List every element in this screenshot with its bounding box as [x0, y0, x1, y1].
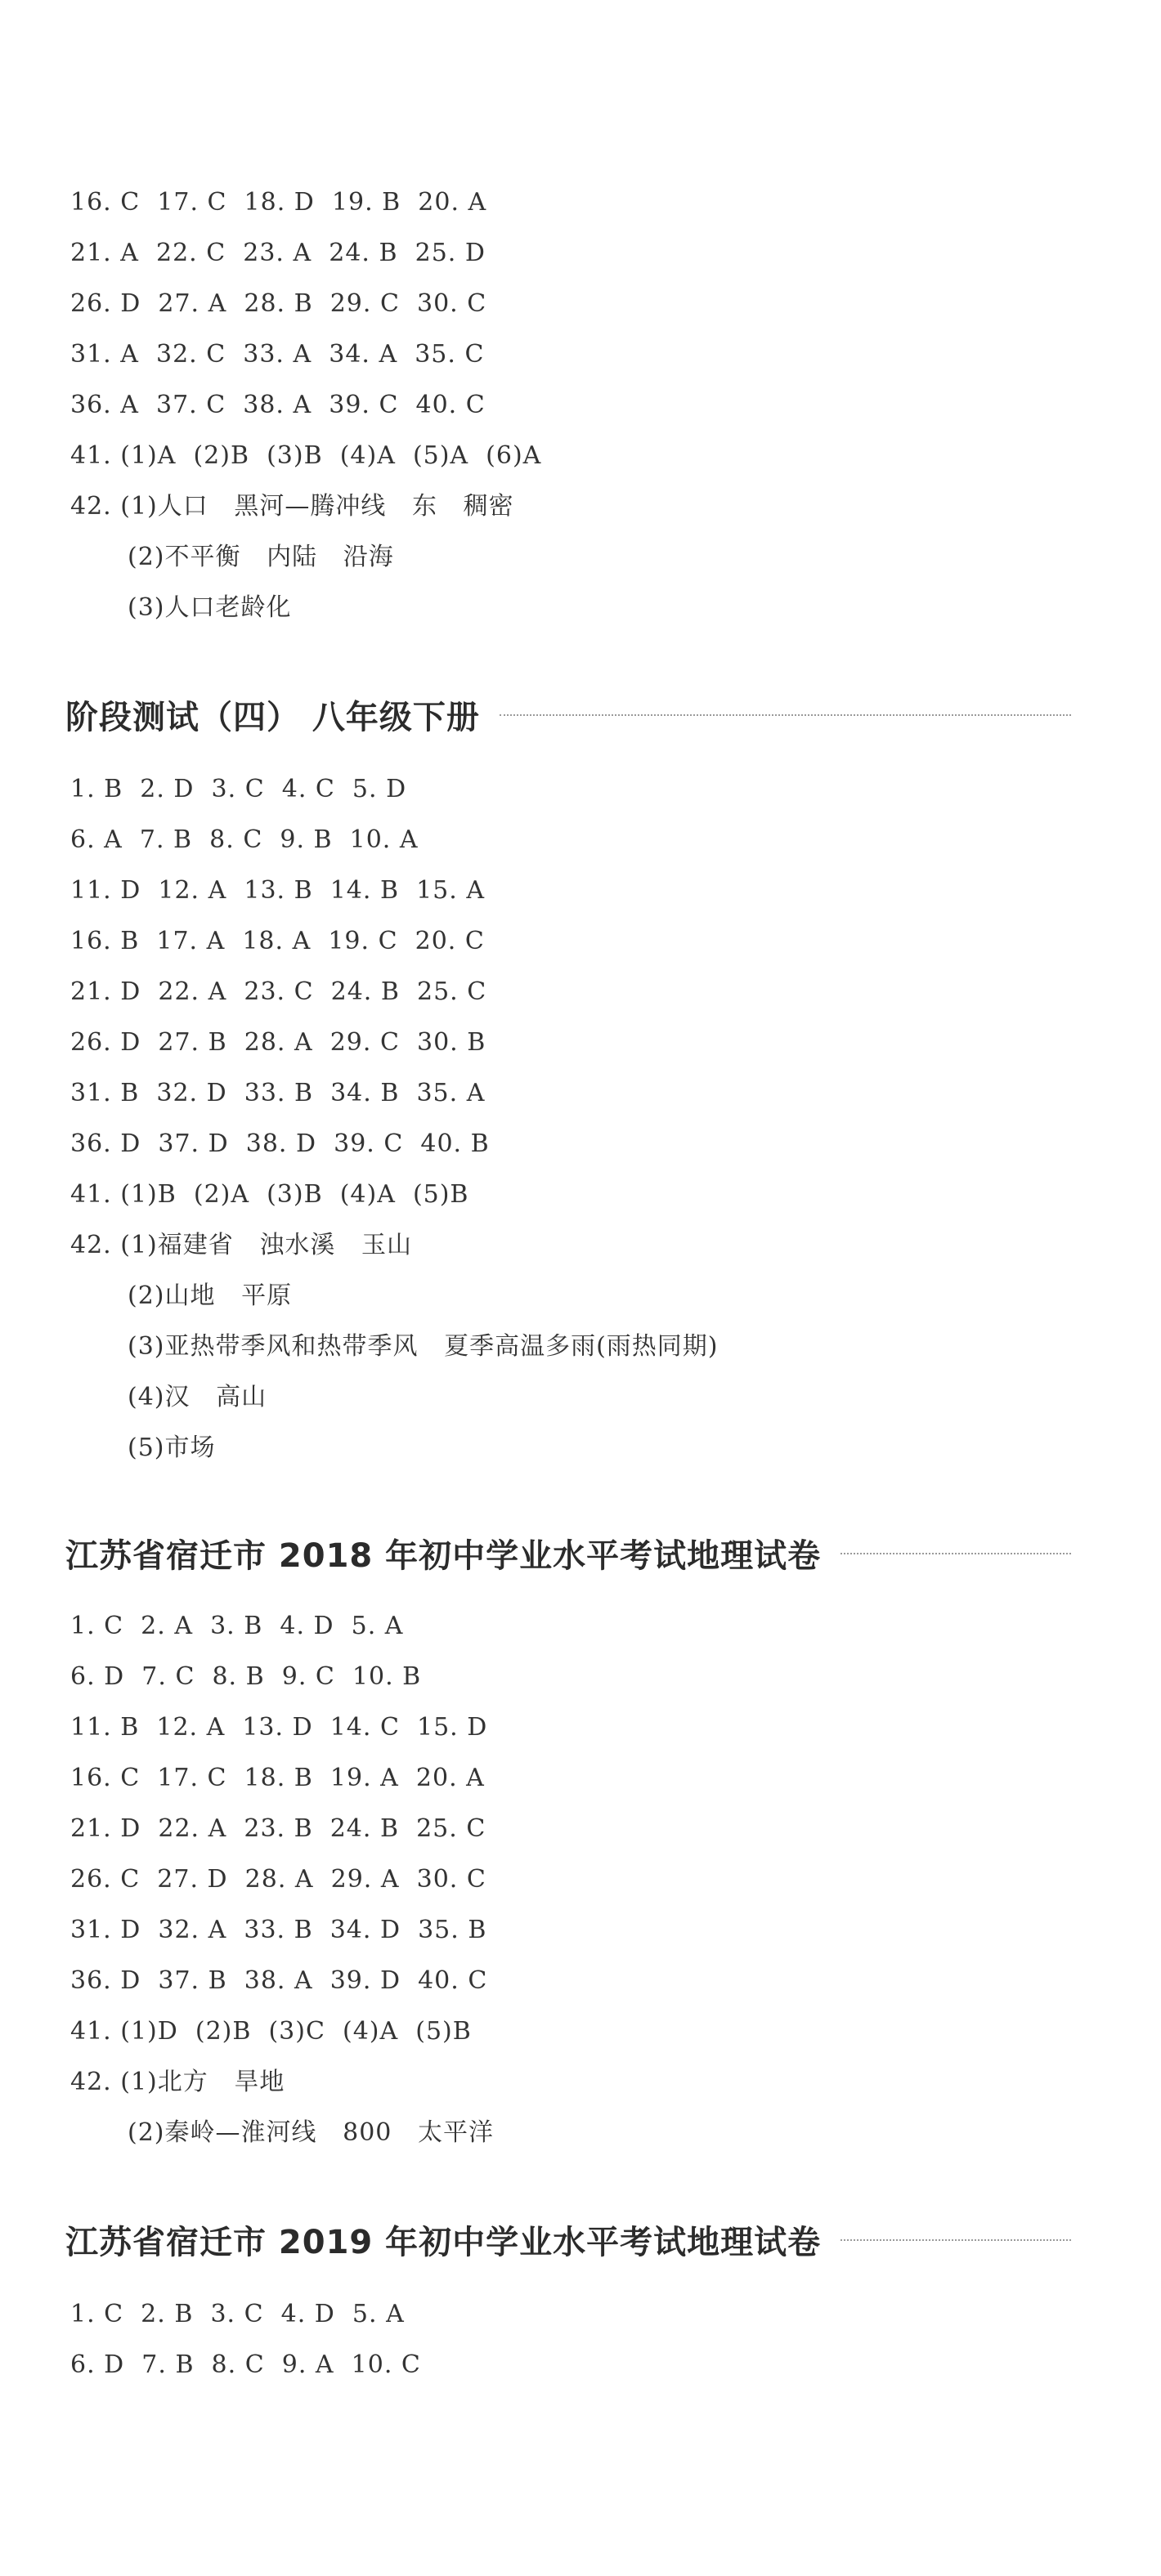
answer-subline: (2)山地 平原 [128, 1281, 293, 1310]
answer-subline: (4)汉 高山 [128, 1383, 267, 1411]
section-title: 江苏省宿迁市 2019 年初中学业水平考试地理试卷 [65, 2224, 822, 2261]
section-heading [65, 691, 1071, 738]
answer-line: 31. B 32. D 33. B 34. B 35. A [70, 1079, 486, 1107]
answer-line: 41. (1)D (2)B (3)C (4)A (5)B [70, 2017, 472, 2046]
dotted-divider [840, 2239, 1071, 2241]
dotted-divider [500, 714, 1071, 716]
answer-subline: (2)秦岭—淮河线 800 太平洋 [128, 2118, 494, 2147]
answer-line: 31. A 32. C 33. A 34. A 35. C [70, 340, 485, 369]
answer-line: 21. D 22. A 23. B 24. B 25. C [70, 1814, 486, 1843]
section-heading [65, 2216, 1071, 2263]
answer-line: 41. (1)B (2)A (3)B (4)A (5)B [70, 1180, 469, 1209]
answer-line: 36. D 37. D 38. D 39. C 40. B [70, 1129, 490, 1158]
section-title: 阶段测试（四） 八年级下册 [65, 699, 480, 736]
answer-line: 1. B 2. D 3. C 4. C 5. D [70, 775, 407, 803]
answer-line: 42. (1)福建省 浊水溪 玉山 [70, 1231, 412, 1259]
answer-line: 6. D 7. C 8. B 9. C 10. B [70, 1662, 422, 1691]
section-heading [65, 1530, 1071, 1576]
answer-line: 21. A 22. C 23. A 24. B 25. D [70, 239, 486, 267]
answer-line: 1. C 2. A 3. B 4. D 5. A [70, 1612, 404, 1640]
section-title: 江苏省宿迁市 2018 年初中学业水平考试地理试卷 [65, 1537, 822, 1575]
answer-line: 21. D 22. A 23. C 24. B 25. C [70, 977, 487, 1006]
answer-line: 6. D 7. B 8. C 9. A 10. C [70, 2350, 421, 2379]
answer-subline: (3)人口老龄化 [128, 593, 292, 622]
answer-line: 26. D 27. B 28. A 29. C 30. B [70, 1028, 486, 1057]
answer-line: 6. A 7. B 8. C 9. B 10. A [70, 825, 419, 854]
dotted-divider [840, 1553, 1071, 1554]
answer-line: 26. C 27. D 28. A 29. A 30. C [70, 1865, 486, 1894]
answer-line: 36. D 37. B 38. A 39. D 40. C [70, 1966, 488, 1995]
answer-subline: (3)亚热带季风和热带季风 夏季高温多雨(雨热同期) [128, 1332, 719, 1361]
answer-line: 26. D 27. A 28. B 29. C 30. C [70, 289, 487, 318]
answer-line: 16. C 17. C 18. D 19. B 20. A [70, 188, 487, 217]
answer-subline: (2)不平衡 内陆 沿海 [128, 543, 394, 571]
answer-line: 36. A 37. C 38. A 39. C 40. C [70, 391, 486, 419]
answer-line: 11. D 12. A 13. B 14. B 15. A [70, 876, 485, 905]
answer-subline: (5)市场 [128, 1433, 216, 1462]
answer-line: 41. (1)A (2)B (3)B (4)A (5)A (6)A [70, 441, 542, 470]
answer-line: 42. (1)北方 旱地 [70, 2068, 285, 2096]
answer-line: 42. (1)人口 黑河—腾冲线 东 稠密 [70, 492, 514, 521]
answer-line: 31. D 32. A 33. B 34. D 35. B [70, 1916, 487, 1944]
answer-line: 1. C 2. B 3. C 4. D 5. A [70, 2300, 405, 2328]
answer-line: 16. B 17. A 18. A 19. C 20. C [70, 927, 485, 955]
answer-line: 11. B 12. A 13. D 14. C 15. D [70, 1713, 488, 1742]
answer-line: 16. C 17. C 18. B 19. A 20. A [70, 1764, 485, 1792]
